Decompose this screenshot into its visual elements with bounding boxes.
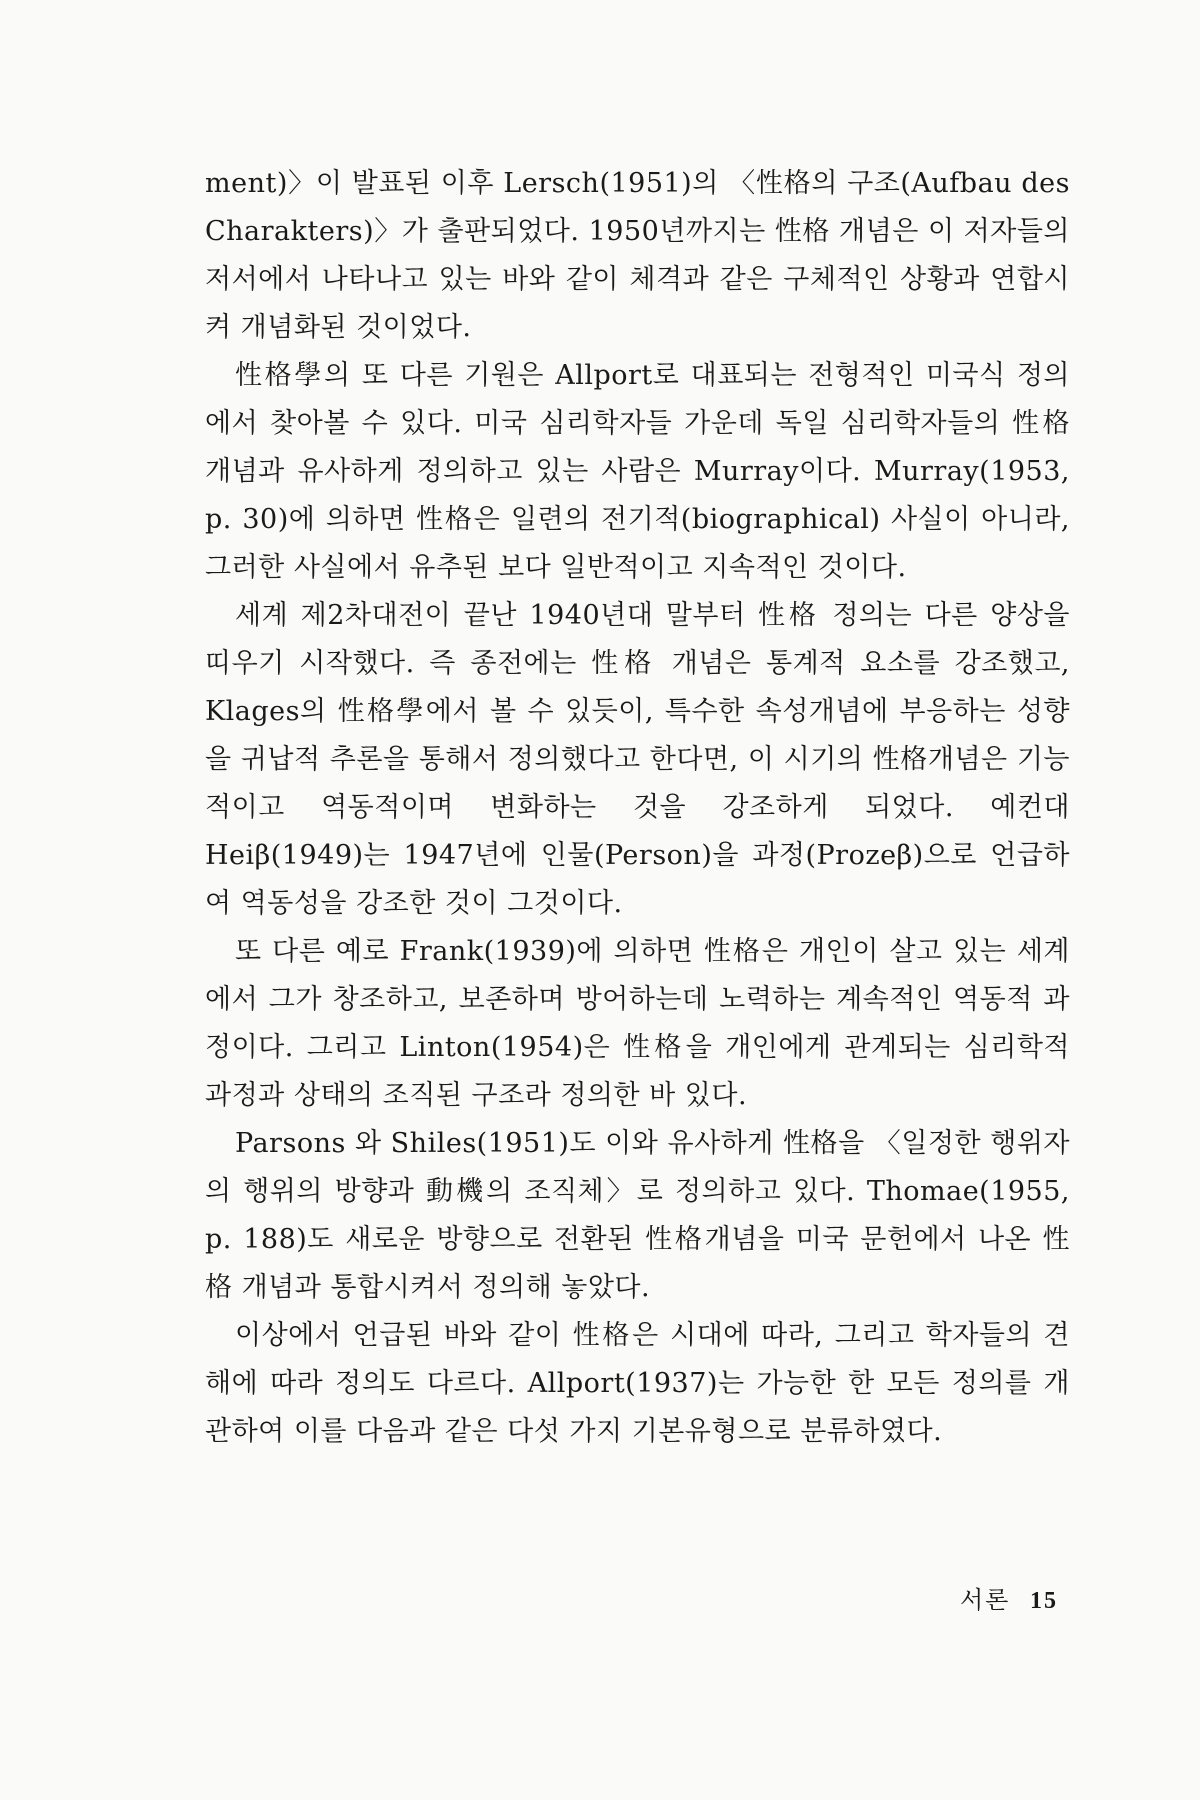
paragraph-allport: 性格學의 또 다른 기원은 Allport로 대표되는 전형적인 미국식 정의에서 찾아볼 수 있다. 미국 심리학자들 가운데 독일 심리학자들의 性格 개념과 유사하게 정의하고 있는 사람은 Murray이다. Murray(1953, p. 30)에 의하면 性格은 일련의 전기적(biographical) 사실이 아니라, 그러한 사실에서 유추된 보다 일반적이고 지속적인 것이다. — [205, 360, 1070, 583]
section-title: 서론 — [960, 1586, 1011, 1614]
paragraph-postwar: 세계 제2차대전이 끝난 1940년대 말부터 性格 정의는 다른 양상을 띠우기 시작했다. 즉 종전에는 性格 개념은 통계적 요소를 강조했고, Klages의 性格學에서 볼 수 있듯이, 특수한 속성개념에 부응하는 성향을 귀납적 추론을 통해서 정의했다고 한다면, 이 시기의 性格개념은 기능적이고 역동적이며 변화하는 것을 강조하게 되었다. 예컨대 Heiβ(1949)는 1947년에 인물(Person)을 과정(Prozeβ)으로 언급하여 역동성을 강조한 것이 그것이다. — [205, 600, 1070, 919]
paragraph-continuation: ment)〉이 발표된 이후 Lersch(1951)의 〈性格의 구조(Aufbau des Charakters)〉가 출판되었다. 1950년까지는 性格 개념은 이 저자들의 저서에서 나타나고 있는 바와 같이 체격과 같은 구체적인 상황과 연합시켜 개념화된 것이었다. — [205, 168, 1070, 343]
body-text — [205, 160, 1070, 1456]
paragraph-parsons: Parsons 와 Shiles(1951)도 이와 유사하게 性格을 〈일정한 행위자의 행위의 방향과 動機의 조직체〉로 정의하고 있다. Thomae(1955, p. 188)도 새로운 방향으로 전환된 性格개념을 미국 문헌에서 나온 性格 개념과 통합시켜서 정의해 놓았다. — [205, 1128, 1070, 1303]
page-footer — [960, 1585, 1058, 1616]
paragraph-summary: 이상에서 언급된 바와 같이 性格은 시대에 따라, 그리고 학자들의 견해에 따라 정의도 다르다. Allport(1937)는 가능한 한 모든 정의를 개관하여 이를 다음과 같은 다섯 가지 기본유형으로 분류하였다. — [205, 1320, 1070, 1447]
paragraph-frank: 또 다른 예로 Frank(1939)에 의하면 性格은 개인이 살고 있는 세계에서 그가 창조하고, 보존하며 방어하는데 노력하는 계속적인 역동적 과정이다. 그리고 Linton(1954)은 性格을 개인에게 관계되는 심리학적 과정과 상태의 조직된 구조라 정의한 바 있다. — [205, 936, 1070, 1111]
page-number: 15 — [1030, 1588, 1059, 1614]
